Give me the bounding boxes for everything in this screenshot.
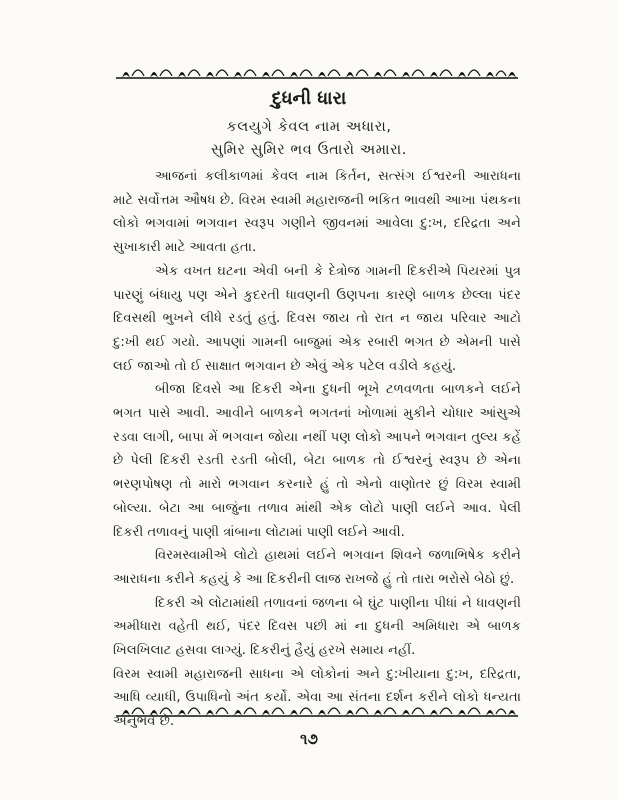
verse-line-1: કલયુગે કેવલ નામ અધારા, (226, 119, 392, 135)
page-title: દુધની ધારા (271, 88, 347, 109)
paragraph-3: બીજા દિવસે આ દિકરી એના દુધની ભૂખે ટળવળતા બાળકને લઈને ભગત પાસે આવી. આવીને બાળકને ભગતનાં ખોળામાં મુકીને ચોધાર આંસુએ રડવા લાગી, બાપા મેં ભગવાન જોયા નથીં પણ લોકો આપને ભગવાન તુલ્ય કહેં છે પેલી દિકરી રડતી રડતી બોલી, બેટા બાળક તો ઈશ્વરનું સ્વરૂપ છે એના ભરણપોષણ તો મારો ભગવાન કરનારે હું તો એનો વાણોતર છું વિરમ સ્વામી બોલ્યા. બેટા આ બાજુંના તળાવ માંથી એક લોટો પાણી લઈને આવ. પેલી દિકરી તળાવનું પાણી ત્રાંબાના લોટામાં પાણી લઈને આવી. (113, 382, 521, 540)
page-number: ૧૭ (300, 730, 318, 748)
story-body (113, 165, 521, 734)
paragraph-4: વિરમસ્વામીએ લોટો હાથમાં લઈને ભગવાન શિવને જળાભિષેક કરીને આરાધના કરીને કહયું કે આ દિકરીની લાજ રાખજે હું તો તારા ભરોસે બેઠો છું. (113, 548, 521, 587)
top-ornamental-border (116, 62, 518, 82)
verse-line-2: સુમિર સુમિર ભવ ઉતારો અમારા. (211, 142, 407, 158)
paragraph-2: એક વખત ઘટના એવી બની કે દેત્રોજ ગામની દિકરીએ પિયરમાં પુત્ર પારણું બંધાયુ પણ એને કુદરતી ધાવણની ઉણપના કારણે બાળક છેલ્લા પંદર દિવસથી ભુખને લીધે રડતું હતું. દિવસ જાય તો રાત ન જાય પરિવાર આટો દુ:ખી થઈ ગયો. આપણાં ગામની બાજુમાં એક રબારી ભગત છે એમની પાસે લઈ જાઓ તો ઈ સાક્ષાત ભગવાન છે એવું એક પટેલ વડીલે કહયું. (113, 263, 521, 374)
paragraph-5: દિકરી એ લોટામાંથી તળાવનાં જળના બે ઘુંટ પાણીના પીધાં ને ધાવણની અમીધારા વહેતી થઈ, પંદર દિવસ પછી માં ના દુધની અમિધારા એ બાળક ખિલખિલાટ હસવા લાગ્યું. દિકરીનું હૈયું હરખે સમાય નહીં. (113, 595, 521, 659)
paragraph-6: વિરમ સ્વામી મહારાજની સાધના એ લોકોનાં અને દુ:ખીયાના દુ:ખ, દરિદ્રતા, આધિ વ્યાધી, ઉપાધિનો અંત કર્યો. એવા આ સંતના દર્શન કરીને લોકો ધન્યતા અનુભવે છે. (113, 666, 521, 730)
bottom-ornamental-border (116, 700, 518, 720)
paragraph-1: આજનાં કલીકાળમાં કેવલ નામ કિર્તન, સત્સંગ ઈશ્વરની આરાધના માટે સર્વોત્તમ ઔષધ છે. વિરમ સ્વામી મહારાજની ભકિત ભાવથી આખા પંથકના લોકો ભગવામાં ભગવાન સ્વરૂપ ગણીને જીવનમાં આવેલા દુ:ખ, દરિદ્રતા અને સુખાકારી માટે આવતા હતા. (113, 169, 521, 256)
